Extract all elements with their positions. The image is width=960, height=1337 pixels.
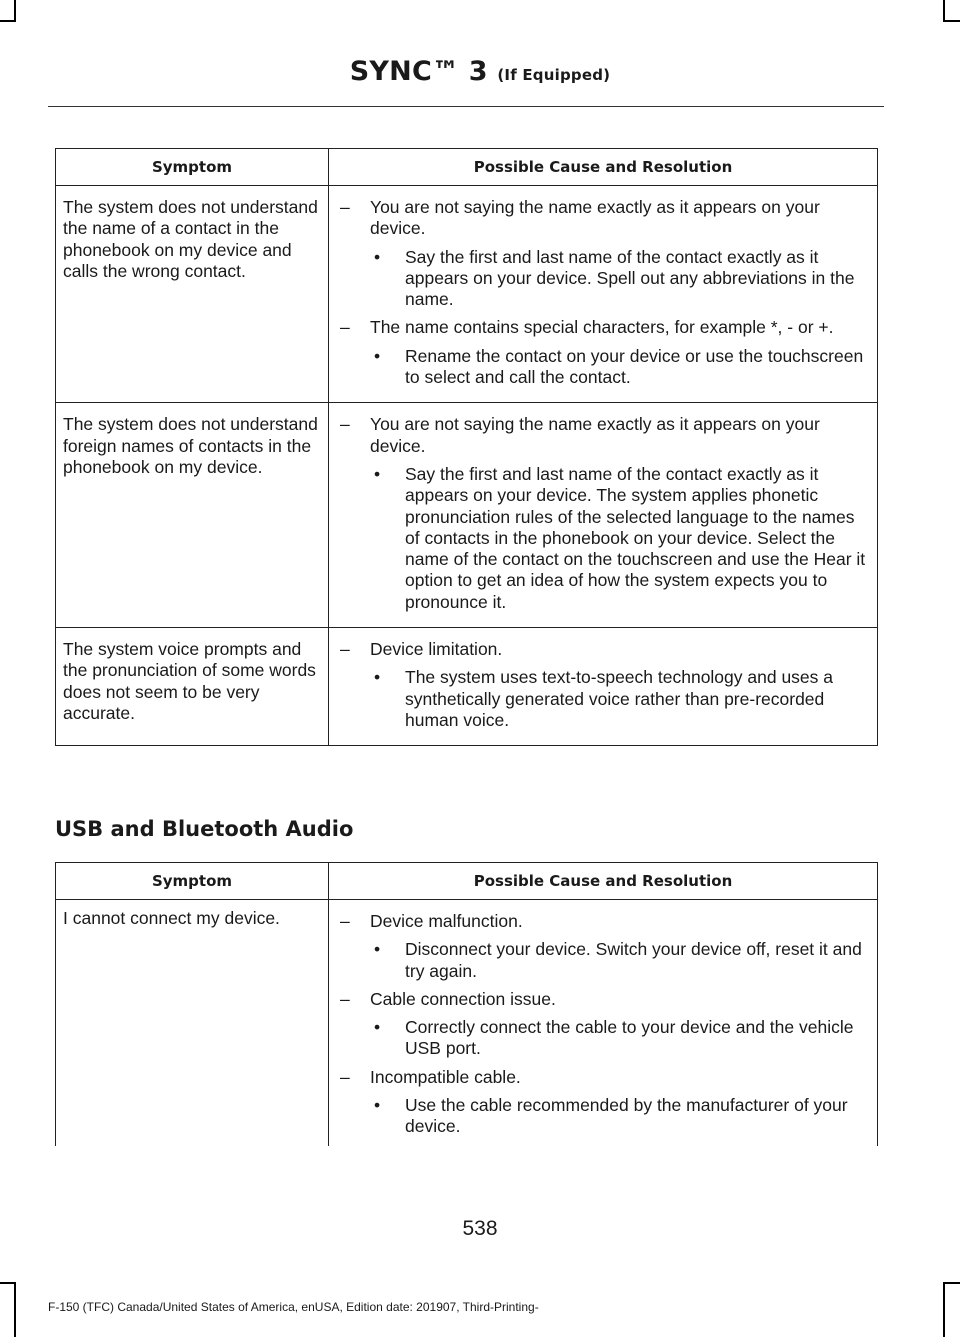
bullet-marker: • <box>374 939 381 960</box>
cause-text: The name contains special characters, for example *, - or +. <box>370 317 834 338</box>
bullet-marker: • <box>374 246 381 267</box>
resolution-cell <box>329 628 878 746</box>
resolution-text: Disconnect your device. Switch your device off, reset it and try again. <box>405 939 862 981</box>
dash-marker: – <box>340 639 350 660</box>
cause-item <box>337 197 871 310</box>
crop-mark <box>943 20 960 22</box>
cause-text: Device limitation. <box>370 639 503 660</box>
voice-troubleshooting-table <box>55 148 878 746</box>
resolution-item <box>370 667 871 731</box>
dash-marker: – <box>340 1066 350 1087</box>
bullet-marker: • <box>374 463 381 484</box>
crop-mark <box>943 1282 945 1337</box>
table-row <box>56 186 878 403</box>
cause-item <box>337 639 871 731</box>
symptom-column-header: Symptom <box>56 149 329 186</box>
bullet-marker: • <box>374 1095 381 1116</box>
resolution-item <box>370 247 871 311</box>
header-divider <box>48 106 884 107</box>
dash-marker: – <box>340 911 350 931</box>
resolution-column-header: Possible Cause and Resolution <box>329 863 878 900</box>
bullet-marker: • <box>374 345 381 366</box>
symptom-cell: The system voice prompts and the pronunciation of some words does not seem to be very accurate. <box>56 628 329 746</box>
page-number: 538 <box>462 1217 498 1240</box>
edition-footer: F-150 (TFC) Canada/United States of America, enUSA, Edition date: 201907, Third-Printing- <box>48 1300 539 1314</box>
crop-mark <box>14 0 16 20</box>
symptom-column-header: Symptom <box>56 863 329 900</box>
resolution-column-header: Possible Cause and Resolution <box>329 149 878 186</box>
table-row <box>56 628 878 746</box>
crop-mark <box>0 20 16 22</box>
resolution-text: Say the first and last name of the contact exactly as it appears on your device. Spell out any abbreviations in the name. <box>405 246 855 310</box>
resolution-cell <box>329 900 878 1146</box>
cause-item <box>337 414 871 613</box>
resolution-item <box>370 1017 871 1060</box>
cause-item <box>337 317 871 388</box>
resolution-text: The system uses text-to-speech technology and uses a synthetically generated voice rather than pre-recorded human voice. <box>405 667 834 730</box>
crop-mark <box>943 1282 960 1284</box>
dash-marker: – <box>340 414 350 435</box>
symptom-cell: The system does not understand foreign names of contacts in the phonebook on my device. <box>56 403 329 628</box>
section-title: USB and Bluetooth Audio <box>55 817 354 841</box>
resolution-text: Use the cable recommended by the manufacturer of your device. <box>405 1095 848 1137</box>
bullet-marker: • <box>374 667 381 688</box>
resolution-item <box>370 346 871 389</box>
cause-text: Cable connection issue. <box>370 988 556 1009</box>
cause-item <box>337 989 871 1060</box>
symptom-cell: The system does not understand the name of a contact in the phonebook on my device and calls the wrong contact. <box>56 186 329 403</box>
cause-item <box>337 1067 871 1138</box>
bullet-marker: • <box>374 1017 381 1038</box>
header-title: SYNC™ 3 <box>349 56 488 87</box>
cause-text: Device malfunction. <box>370 911 523 931</box>
cause-text: You are not saying the name exactly as it appears on your device. <box>370 414 820 456</box>
header-subtitle: (If Equipped) <box>497 66 611 84</box>
resolution-text: Say the first and last name of the contact exactly as it appears on your device. The system applies phonetic pronunciation rules of the selected language to the names of contacts in the phonebook on your device. Select the name of the contact on the touchscreen and use the Hear it option to get an idea of how the system expects you to pronounce it. <box>405 463 866 612</box>
table-header-row <box>56 149 878 186</box>
crop-mark <box>14 1282 16 1337</box>
crop-mark <box>943 0 945 20</box>
table-row <box>56 900 878 1146</box>
cause-item <box>337 911 871 982</box>
resolution-item <box>370 464 871 613</box>
dash-marker: – <box>340 197 350 217</box>
dash-marker: – <box>340 988 350 1009</box>
dash-marker: – <box>340 317 350 338</box>
resolution-text: Correctly connect the cable to your device and the vehicle USB port. <box>405 1017 854 1059</box>
table-header-row <box>56 863 878 900</box>
resolution-item <box>370 1095 871 1138</box>
table-row <box>56 403 878 628</box>
resolution-cell <box>329 403 878 628</box>
cause-text: Incompatible cable. <box>370 1066 521 1087</box>
cause-text: You are not saying the name exactly as it appears on your device. <box>370 197 820 239</box>
page-header <box>0 56 960 87</box>
resolution-cell <box>329 186 878 403</box>
usb-bluetooth-troubleshooting-table <box>55 862 878 1146</box>
symptom-cell: I cannot connect my device. <box>56 900 329 1146</box>
resolution-item <box>370 939 871 982</box>
resolution-text: Rename the contact on your device or use the touchscreen to select and call the contact. <box>405 345 864 388</box>
